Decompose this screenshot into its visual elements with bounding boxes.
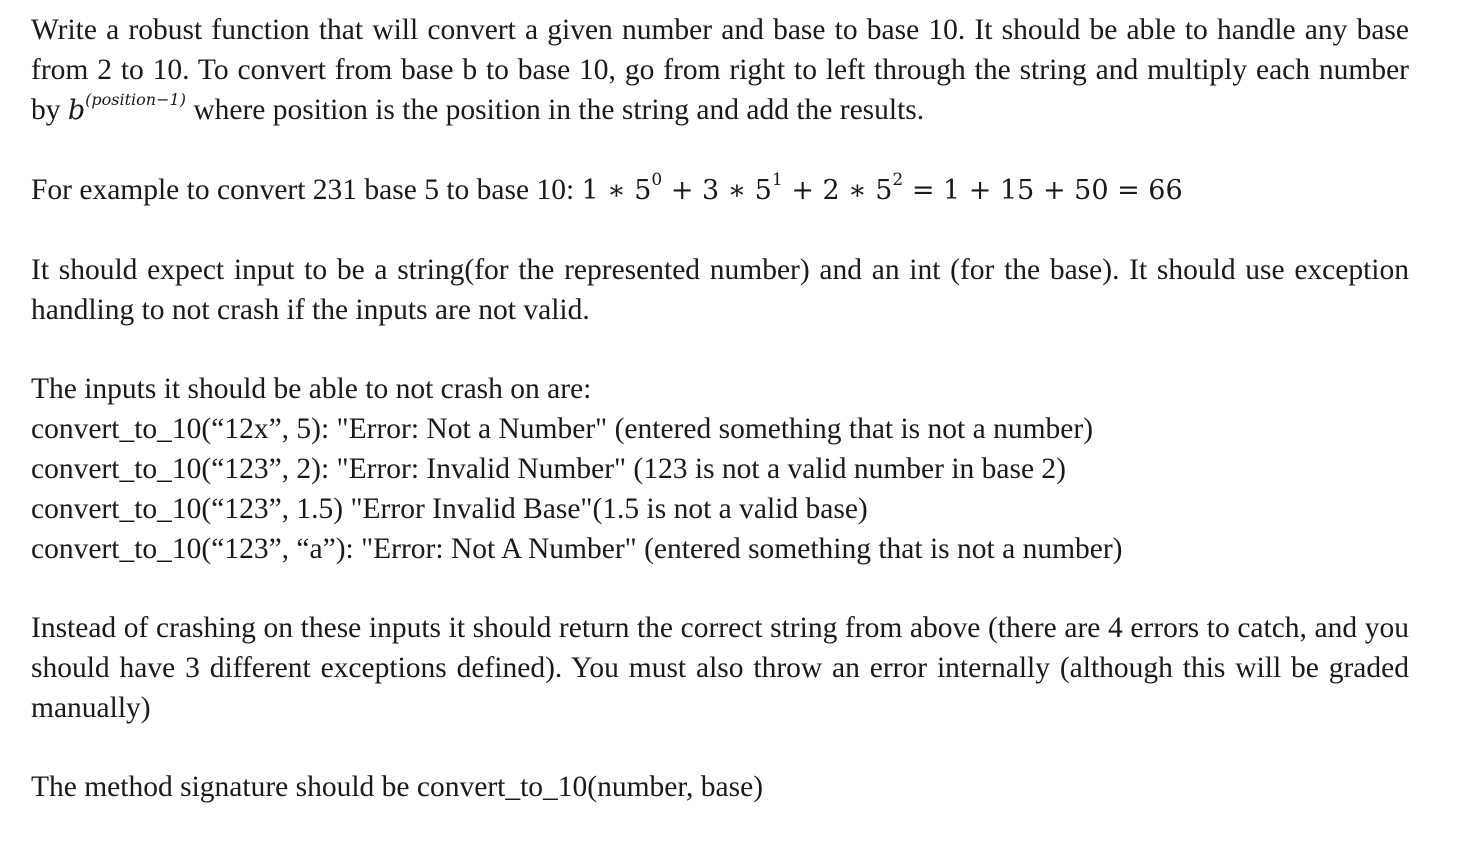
- cases-block: [31, 369, 1409, 569]
- instructions-paragraph: Instead of crashing on these inputs it should return the correct string from above (there are 4 errors to catch, and you should have 3 different exceptions defined). You must also throw an error internally (although this will be graded manually): [31, 612, 1409, 724]
- formula-exponent: (position−1): [85, 90, 186, 109]
- case-line-3: convert_to_10(“123”, 1.5) "Error Invalid Base"(1.5 is not a valid base): [31, 493, 868, 525]
- example-exponent-1: 0: [651, 170, 663, 190]
- example-term-3: + 2 ∗ 5: [782, 175, 893, 206]
- case-line-1: convert_to_10(“12x”, 5): "Error: Not a Number" (entered something that is not a number): [31, 413, 1094, 445]
- signature-paragraph: The method signature should be convert_to_10(number, base): [31, 771, 764, 803]
- case-line-2: convert_to_10(“123”, 2): "Error: Invalid Number" (123 is not a valid number in base 2): [31, 453, 1067, 485]
- intro-text-before-formula: Write a robust function that will convert a given number and base to base 10. It should be able to handle any base from 2 to 10. To convert from base b to base 10, go from right to left through the string and multiply each number by: [31, 14, 1409, 126]
- example-term-1: 1 ∗ 5: [581, 175, 652, 206]
- spacer: [31, 330, 1409, 369]
- spacer: [31, 569, 1409, 608]
- formula-base: b: [67, 95, 86, 126]
- assignment-document: [31, 10, 1409, 807]
- example-label: For example to convert 231 base 5 to base 10:: [31, 174, 582, 206]
- cases-heading: The inputs it should be able to not crash on are:: [31, 373, 592, 405]
- example-result: = 1 + 15 + 50 = 66: [903, 175, 1183, 206]
- spacer: [31, 131, 1409, 170]
- example-formula: [581, 170, 1183, 206]
- intro-paragraph: [31, 10, 1409, 131]
- example-exponent-3: 2: [892, 170, 904, 190]
- position-formula: [67, 90, 186, 126]
- example-exponent-2: 1: [771, 170, 783, 190]
- input-expectation-paragraph: It should expect input to be a string(for the represented number) and an int (for the base). It should use exception handling to not crash if the inputs are not valid.: [31, 254, 1409, 326]
- spacer: [31, 211, 1409, 250]
- case-line-4: convert_to_10(“123”, “a”): "Error: Not A Number" (entered something that is not a number): [31, 533, 1123, 565]
- intro-text-after-formula: where position is the position in the string and add the results.: [185, 94, 925, 126]
- example-paragraph: [31, 170, 1409, 211]
- example-term-2: + 3 ∗ 5: [662, 175, 772, 206]
- spacer: [31, 728, 1409, 767]
